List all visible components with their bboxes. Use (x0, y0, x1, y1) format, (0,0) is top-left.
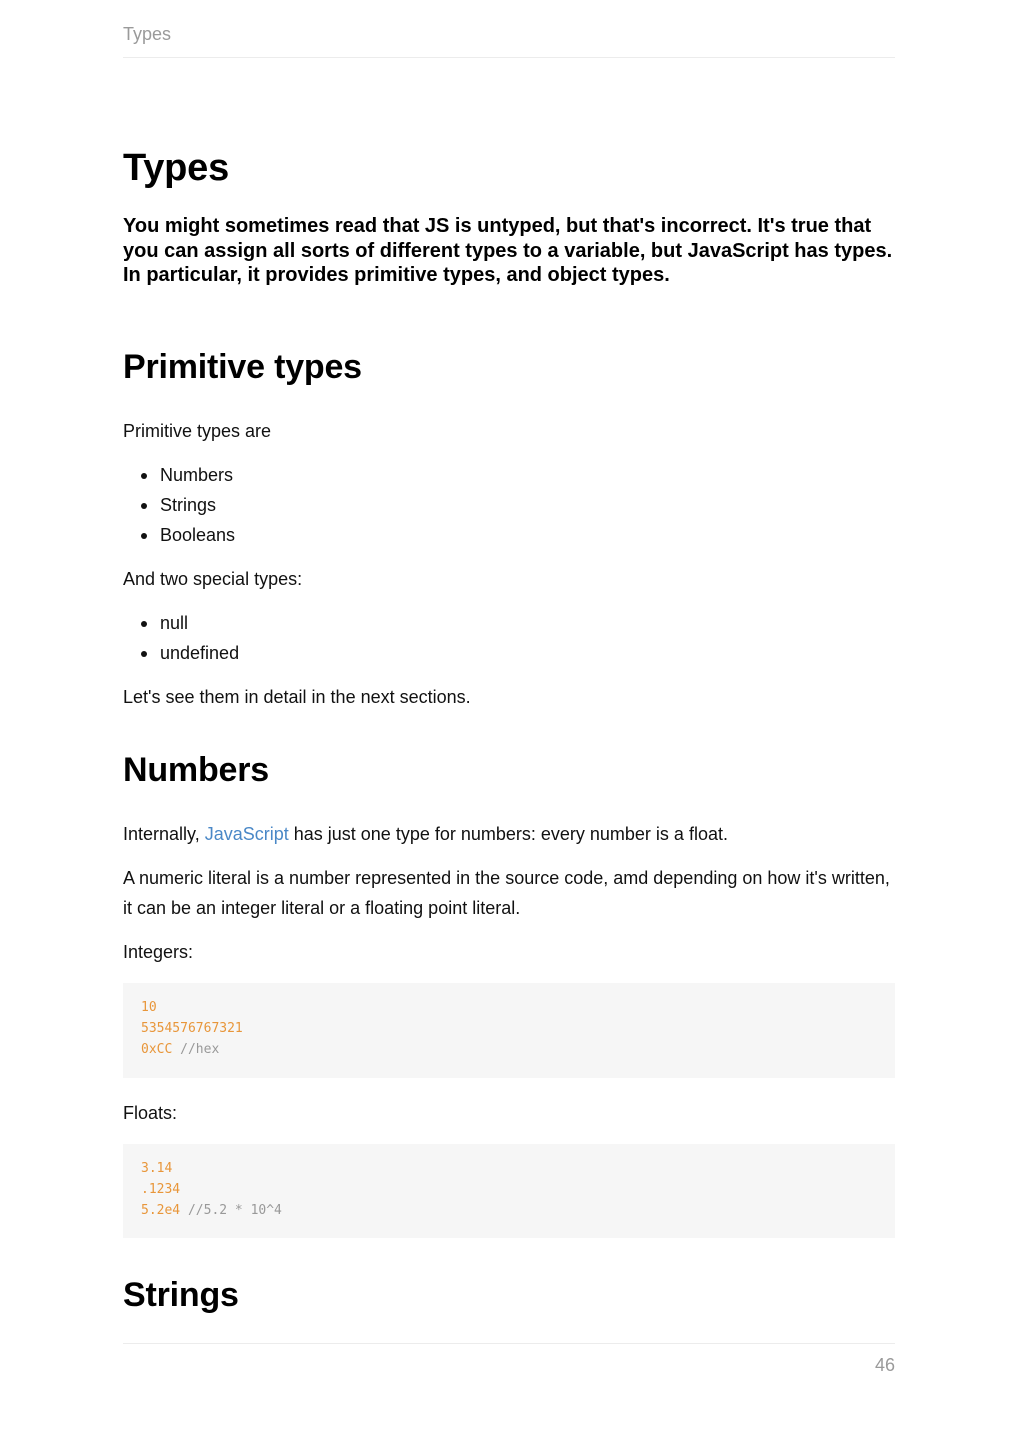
code-line (141, 1179, 877, 1200)
javascript-link[interactable]: JavaScript (204, 824, 289, 844)
numbers-paragraph-2: A numeric literal is a number represented in the source code, amd depending on how it's written, it can be an integer literal or a floating point literal. (123, 868, 890, 918)
numbers-p1-text-tail: has just one type for numbers: every number is a float. (288, 824, 728, 844)
code-number: .1234 (141, 1182, 181, 1197)
code-number: 10 (141, 1000, 157, 1015)
running-header: Types (123, 24, 895, 58)
primitive-intro: Primitive types are (123, 421, 272, 441)
code-number: 0xCC (141, 1042, 173, 1057)
primitive-list (123, 460, 235, 550)
page-title: Types (123, 147, 230, 189)
primitive-outro: Let's see them in detail in the next sections. (123, 687, 471, 707)
footer-divider (123, 1343, 895, 1344)
floats-label: Floats: (123, 1103, 178, 1123)
numbers-p1-text: Internally, (123, 824, 205, 844)
integers-label: Integers: (123, 942, 194, 962)
code-line (141, 1158, 877, 1179)
page-number: 46 (874, 1355, 895, 1375)
numbers-paragraph-1 (123, 819, 728, 849)
heading-numbers: Numbers (123, 751, 269, 789)
code-comment: //5.2 * 10^4 (180, 1203, 282, 1218)
code-line (141, 997, 877, 1018)
lead-paragraph: You might sometimes read that JS is untyped, but that's incorrect. It's true that you can assign all sorts of different types to a variable, but JavaScript has types. In particular, it provides primitive types, and object types. (123, 215, 893, 286)
integers-code-block (123, 983, 895, 1078)
heading-primitive-types: Primitive types (123, 348, 362, 386)
special-types-intro: And two special types: (123, 569, 303, 589)
code-line (141, 1200, 877, 1221)
list-item: Strings (123, 490, 235, 520)
list-item: null (123, 608, 239, 638)
code-line (141, 1039, 877, 1060)
code-number: 5.2e4 (141, 1203, 181, 1218)
floats-code-block (123, 1144, 895, 1238)
code-comment: //hex (172, 1042, 220, 1057)
code-number: 5354576767321 (141, 1021, 243, 1036)
list-item: undefined (123, 638, 239, 668)
heading-strings: Strings (123, 1276, 239, 1314)
code-line (141, 1018, 877, 1039)
special-types-list (123, 608, 239, 668)
list-item: Booleans (123, 520, 235, 550)
list-item: Numbers (123, 460, 235, 490)
code-number: 3.14 (141, 1161, 173, 1176)
